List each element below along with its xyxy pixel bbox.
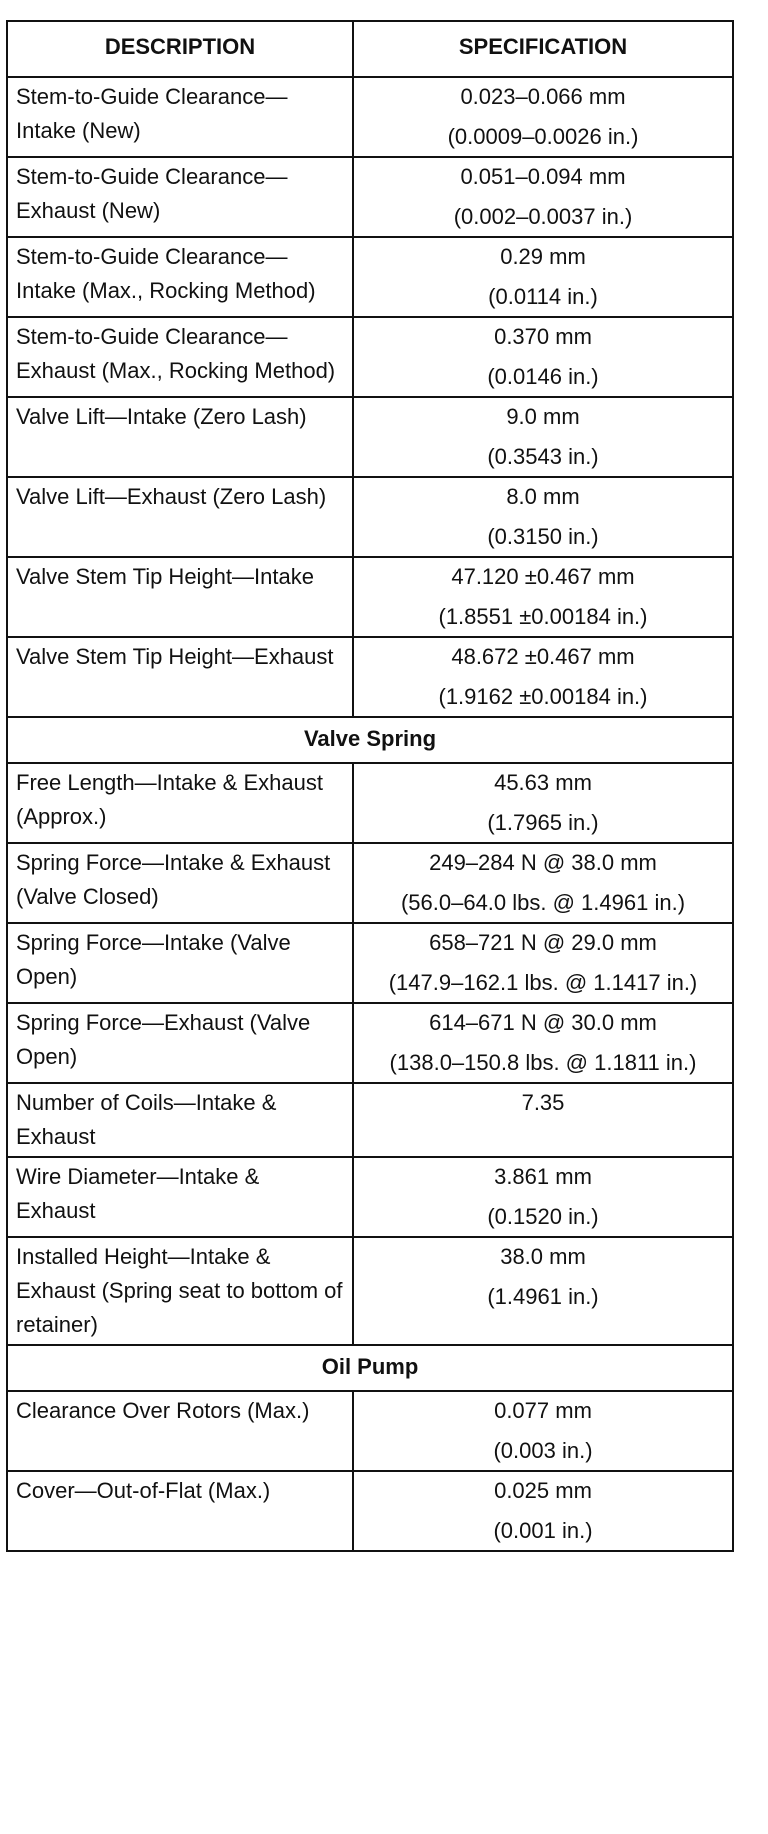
spec-imperial-value: (0.003 in.) [493, 1438, 593, 1463]
spec-imperial-value: (1.4961 in.) [487, 1284, 599, 1309]
spec-imperial-value: (0.3543 in.) [487, 444, 599, 469]
table-row [7, 1237, 733, 1345]
spec-metric-value: 0.29 mm [500, 244, 586, 269]
table-row [7, 1391, 733, 1471]
specification-cell [353, 1391, 733, 1471]
specification-cell [353, 1003, 733, 1083]
spec-imperial-value: (0.0114 in.) [488, 284, 598, 309]
description-cell: Free Length—Intake & Exhaust (Approx.) [7, 763, 353, 843]
spec-metric-value: 48.672 ±0.467 mm [451, 644, 635, 669]
spec-metric-value: 249–284 N @ 38.0 mm [429, 850, 657, 875]
description-cell: Stem-to-Guide Clearance—Intake (Max., Rocking Method) [7, 237, 353, 317]
description-cell: Spring Force—Intake (Valve Open) [7, 923, 353, 1003]
spec-imperial-value: (138.0–150.8 lbs. @ 1.1811 in.) [389, 1050, 697, 1075]
spec-metric-value: 38.0 mm [500, 1244, 586, 1269]
section-header-row [7, 1345, 733, 1391]
description-cell: Spring Force—Exhaust (Valve Open) [7, 1003, 353, 1083]
description-cell: Valve Lift—Exhaust (Zero Lash) [7, 477, 353, 557]
description-header: DESCRIPTION [7, 21, 353, 77]
table-row [7, 1157, 733, 1237]
description-cell: Valve Stem Tip Height—Intake [7, 557, 353, 637]
specification-cell [353, 843, 733, 923]
table-row [7, 237, 733, 317]
spec-metric-value: 0.077 mm [494, 1398, 592, 1423]
spec-metric-value: 3.861 mm [494, 1164, 592, 1189]
spec-imperial-value: (0.1520 in.) [487, 1204, 599, 1229]
table-row [7, 1083, 733, 1157]
specification-cell [353, 317, 733, 397]
spec-metric-value: 7.35 [521, 1090, 565, 1115]
description-cell: Stem-to-Guide Clearance—Intake (New) [7, 77, 353, 157]
specification-header: SPECIFICATION [353, 21, 733, 77]
table-row [7, 843, 733, 923]
table-row [7, 1471, 733, 1551]
description-cell: Installed Height—Intake & Exhaust (Spring seat to bottom of retainer) [7, 1237, 353, 1345]
description-cell: Clearance Over Rotors (Max.) [7, 1391, 353, 1471]
spec-imperial-value: (0.0146 in.) [487, 364, 599, 389]
table-header-row [7, 21, 733, 77]
specification-cell [353, 1237, 733, 1345]
section-title: Oil Pump [7, 1345, 733, 1391]
spec-imperial-value: (1.8551 ±0.00184 in.) [438, 604, 648, 629]
specification-cell [353, 923, 733, 1003]
specification-table [6, 20, 734, 1552]
table-row [7, 77, 733, 157]
spec-metric-value: 8.0 mm [506, 484, 580, 509]
table-row [7, 637, 733, 717]
spec-metric-value: 614–671 N @ 30.0 mm [429, 1010, 657, 1035]
spec-imperial-value: (1.9162 ±0.00184 in.) [438, 684, 648, 709]
table-row [7, 557, 733, 637]
description-cell: Valve Stem Tip Height—Exhaust [7, 637, 353, 717]
description-cell: Stem-to-Guide Clearance—Exhaust (New) [7, 157, 353, 237]
table-row [7, 157, 733, 237]
specification-cell [353, 1083, 733, 1157]
specification-cell [353, 1157, 733, 1237]
table-row [7, 317, 733, 397]
specification-cell [353, 77, 733, 157]
table-row [7, 1003, 733, 1083]
description-cell: Number of Coils—Intake & Exhaust [7, 1083, 353, 1157]
section-title: Valve Spring [7, 717, 733, 763]
spec-imperial-value: (0.002–0.0037 in.) [453, 204, 633, 229]
spec-metric-value: 0.051–0.094 mm [460, 164, 626, 189]
description-cell: Stem-to-Guide Clearance—Exhaust (Max., Rocking Method) [7, 317, 353, 397]
table-row [7, 763, 733, 843]
spec-imperial-value: (147.9–162.1 lbs. @ 1.1417 in.) [388, 970, 698, 995]
spec-imperial-value: (1.7965 in.) [487, 810, 599, 835]
table-row [7, 923, 733, 1003]
table-body [7, 77, 733, 1551]
spec-imperial-value: (0.001 in.) [493, 1518, 593, 1543]
spec-metric-value: 0.023–0.066 mm [460, 84, 626, 109]
specification-cell [353, 763, 733, 843]
specification-cell [353, 1471, 733, 1551]
description-cell: Valve Lift—Intake (Zero Lash) [7, 397, 353, 477]
spec-imperial-value: (0.3150 in.) [487, 524, 599, 549]
spec-metric-value: 47.120 ±0.467 mm [451, 564, 635, 589]
spec-metric-value: 0.370 mm [494, 324, 592, 349]
specification-cell [353, 637, 733, 717]
spec-imperial-value: (56.0–64.0 lbs. @ 1.4961 in.) [400, 890, 686, 915]
spec-metric-value: 0.025 mm [494, 1478, 592, 1503]
spec-imperial-value: (0.0009–0.0026 in.) [447, 124, 639, 149]
table-row [7, 477, 733, 557]
specification-cell [353, 477, 733, 557]
spec-metric-value: 45.63 mm [494, 770, 592, 795]
specification-cell [353, 397, 733, 477]
specification-cell [353, 237, 733, 317]
description-cell: Cover—Out-of-Flat (Max.) [7, 1471, 353, 1551]
spec-metric-value: 658–721 N @ 29.0 mm [429, 930, 657, 955]
specification-cell [353, 157, 733, 237]
description-cell: Wire Diameter—Intake & Exhaust [7, 1157, 353, 1237]
spec-metric-value: 9.0 mm [506, 404, 580, 429]
section-header-row [7, 717, 733, 763]
specification-cell [353, 557, 733, 637]
table-row [7, 397, 733, 477]
description-cell: Spring Force—Intake & Exhaust (Valve Closed) [7, 843, 353, 923]
